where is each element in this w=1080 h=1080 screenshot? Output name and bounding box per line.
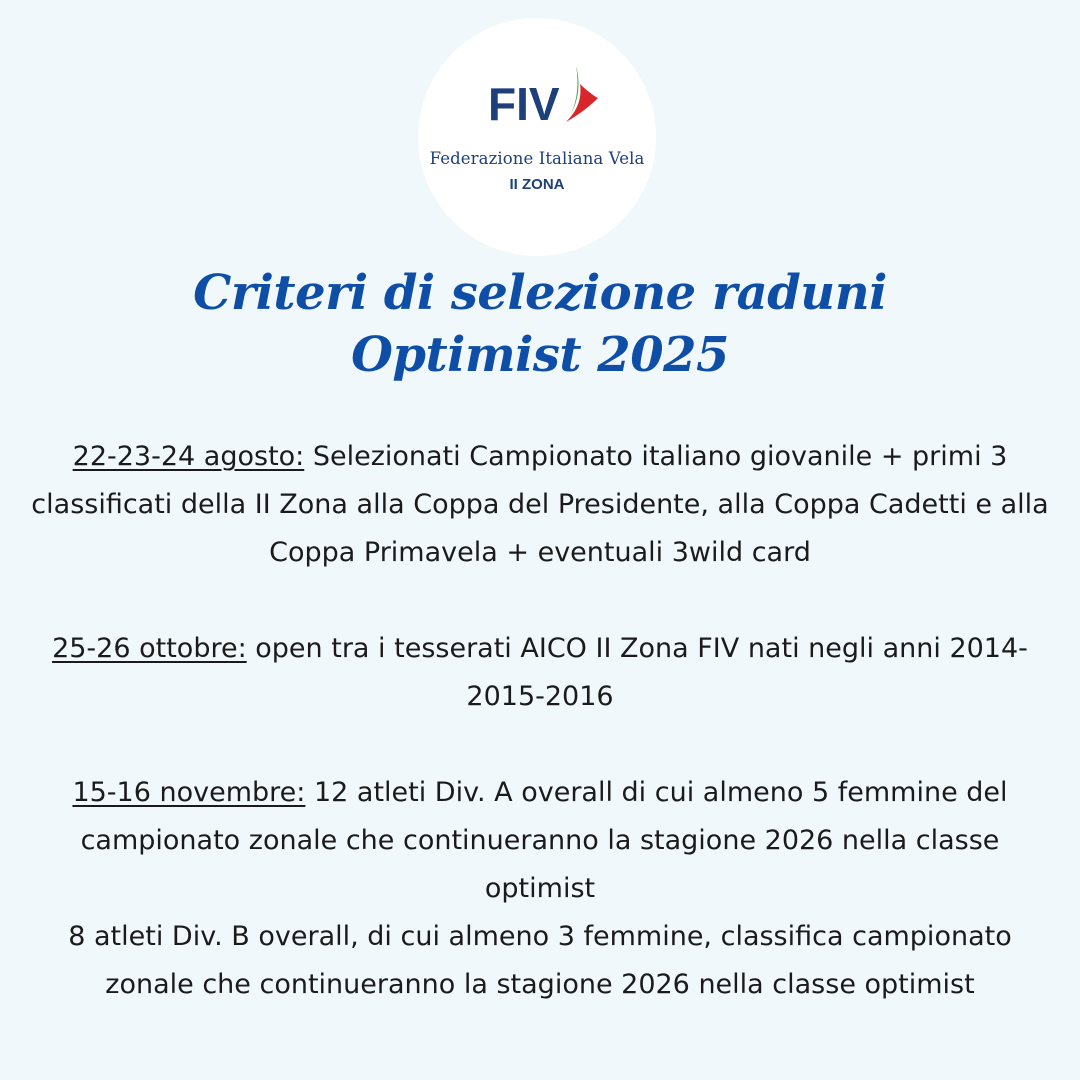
criteria-text: open tra i tesserati AICO II Zona FIV nati negli anni 2014-2015-2016	[246, 633, 1028, 712]
criteria-item-novembre	[30, 769, 1050, 1009]
fiv-logo	[418, 18, 656, 256]
criteria-text-extra: 8 atleti Div. B overall, di cui almeno 3 femmine, classifica campionato zonale che continueranno la stagione 2026 nella classe optimist	[68, 921, 1012, 1000]
criteria-date: 22-23-24 agosto:	[72, 441, 305, 472]
criteria-date: 25-26 ottobre:	[52, 633, 247, 664]
fiv-acronym: FIV	[488, 78, 560, 128]
sail-red-icon	[566, 84, 598, 122]
title-line-1: Criteri di selezione raduni	[193, 265, 887, 321]
logo-subtitle: Federazione Italiana Vela	[429, 149, 645, 168]
criteria-list	[30, 433, 1050, 1009]
criteria-item-agosto	[30, 433, 1050, 577]
page-title	[0, 262, 1080, 386]
title-line-2: Optimist 2025	[351, 327, 729, 383]
criteria-text: 12 atleti Div. A overall di cui almeno 5 femmine del campionato zonale che continueranno la stagione 2026 nella classe optimist	[80, 777, 1008, 904]
logo-zone: II ZONA	[509, 176, 565, 193]
criteria-item-ottobre	[30, 625, 1050, 721]
criteria-text: Selezionati Campionato italiano giovanile + primi 3 classificati della II Zona alla Coppa del Presidente, alla Coppa Cadetti e alla Coppa Primavela + eventuali 3wild card	[31, 441, 1049, 568]
fiv-logo-mark	[480, 58, 610, 128]
criteria-date: 15-16 novembre:	[72, 777, 306, 808]
